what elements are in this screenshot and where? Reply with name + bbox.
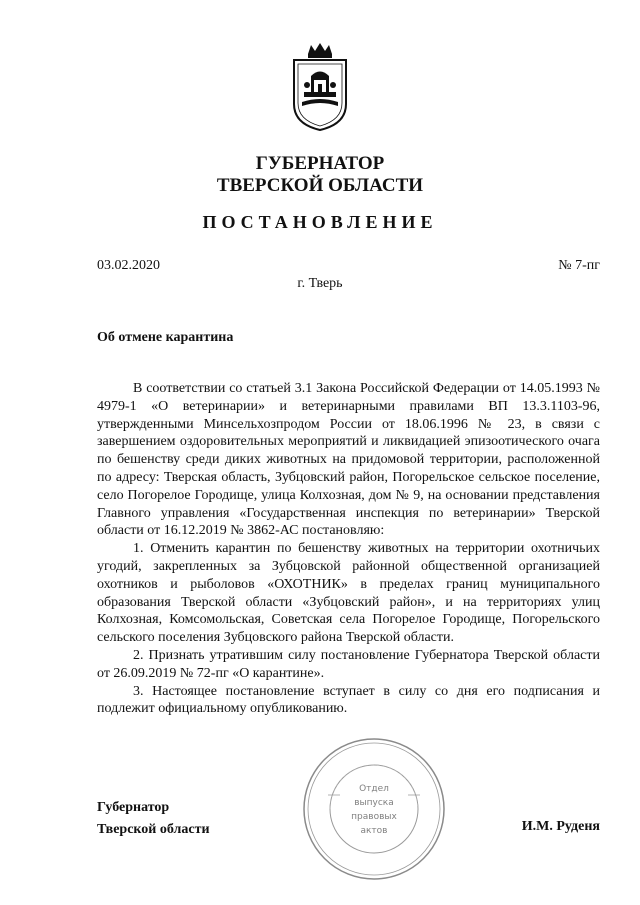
document-body bbox=[97, 380, 600, 718]
stamp-text-line2: выпуска bbox=[354, 798, 394, 808]
document-city: г. Тверь bbox=[297, 276, 343, 291]
document-date: 03.02.2020 bbox=[97, 258, 160, 273]
body-paragraph-item-3: 3. Настоящее постановление вступает в силу со дня его подписания и подлежит официальному опубликованию. bbox=[97, 683, 600, 717]
document-subject: Об отмене карантина bbox=[97, 330, 234, 345]
body-paragraph-preamble: В соответствии со статьей 3.1 Закона Российской Федерации от 14.05.1993 № 4979-1 «О ветеринарии» и ветеринарными правилами ВП 13.3.1103-96, утвержденными Минсельхозпродом России от 18.06.1996 № 23, в связи с завершением оздоровительных мероприятий и ликвидацией эпизоотического очага по бешенству среди диких животных на придомовой территории, расположенной по адресу: Тверская область, Зубцовский район, Погорельское сельское поселение, село Погорелое Городище, улица Колхозная, дом № 9, на основании представления Главного управления «Государственная инспекция по ветеринарии» Тверской области от 16.12.2019 № 3862-АС постановляю: bbox=[97, 381, 600, 539]
signature-position bbox=[97, 797, 210, 841]
authority-title-line1: ГУБЕРНАТОР bbox=[255, 153, 385, 174]
document-number: № 7-пг bbox=[558, 258, 600, 273]
signature-position-line1: Губернатор bbox=[97, 800, 170, 815]
stamp-text-line3: правовых bbox=[351, 812, 397, 822]
coat-of-arms-icon bbox=[290, 40, 350, 132]
body-paragraph-item-2: 2. Признать утратившим силу постановление Губернатора Тверской области от 26.09.2019 № 72-пг «О карантине». bbox=[97, 647, 600, 681]
signature-name: И.М. Руденя bbox=[521, 819, 600, 834]
signature-position-line2: Тверской области bbox=[97, 822, 210, 837]
authority-title-line2: ТВЕРСКОЙ ОБЛАСТИ bbox=[216, 175, 424, 196]
document-type-heading: ПОСТАНОВЛЕНИЕ bbox=[202, 212, 438, 232]
stamp-text-line4: актов bbox=[360, 826, 388, 836]
body-paragraph-item-1: 1. Отменить карантин по бешенству животных на территории охотничьих угодий, закрепленных за Зубцовской районной общественной организацией охотников и рыболовов «ОХОТНИК» в пределах границ муниципального образования Тверской области «Зубцовский район», и на территориях улиц Колхозная, Комсомольская, Советская села Погорелое Городище, Погорельского сельского поселения Зубцовского района Тверской области. bbox=[97, 541, 600, 646]
official-stamp-icon bbox=[300, 735, 448, 883]
stamp-text-line1: Отдел bbox=[359, 784, 389, 794]
